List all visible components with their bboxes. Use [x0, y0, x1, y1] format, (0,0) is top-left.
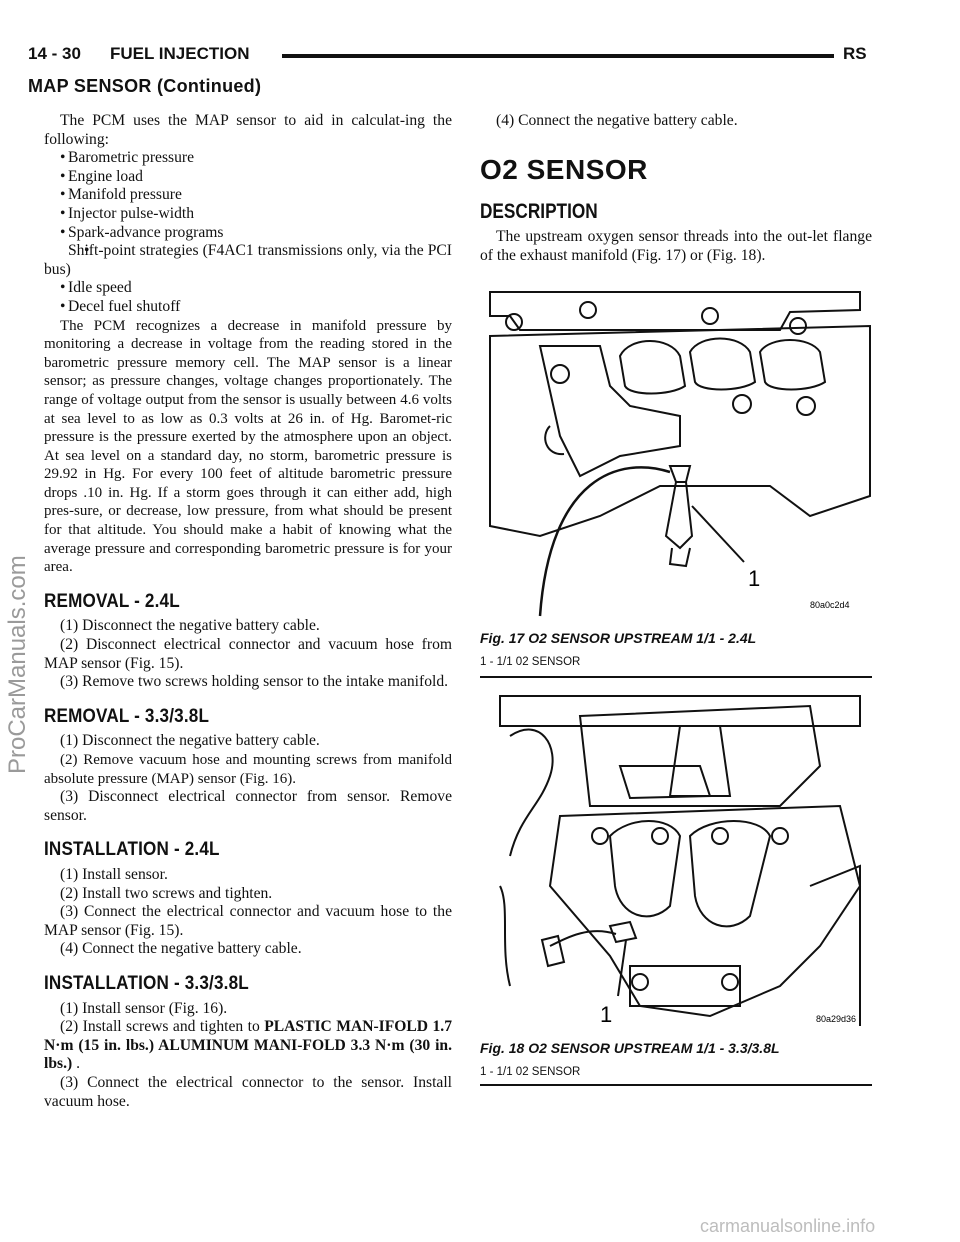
step: (3) Connect the electrical connector to the sensor. Install vacuum hose.: [44, 1073, 452, 1110]
torque-step: [44, 1018, 452, 1074]
step: (4) Connect the negative battery cable.: [496, 112, 738, 129]
bullet-item: • Barometric pressure: [44, 149, 452, 168]
bullet-item: • Idle speed: [44, 279, 452, 298]
bullet-list: [44, 149, 452, 316]
figure-17-rule: [480, 676, 872, 678]
map-paragraph: The PCM recognizes a decrease in manifold pressure by monitoring a decrease in voltage from the reading stored in the barometric pressure memory cell. The MAP sensor is a linear sensor; as pressure changes, voltage changes proportionately. The range of voltage output from the sensor is usually between 4.6 volts at sea level to as low as 0.3 volts at 26 in. of Hg. Baromet-ric pressure is the pressure exerted by the atmosphere upon an object. At sea level on a standard day, no storm, barometric pressure is 29.92 in Hg. For every 100 feet of altitude barometric pressure drops .10 in. Hg. If a storm goes through it can either add, high pres-sure, or decrease, low pressure, from what should be present for that altitude. You should make a habit of knowing what the average pressure and corresponding barometric pressure is for your area.: [44, 317, 452, 576]
step: (2) Remove vacuum hose and mounting screws from manifold absolute pressure (MAP) sensor (Fig. 16).: [44, 752, 452, 787]
description-heading: DESCRIPTION: [480, 200, 598, 223]
bullet-item: • Decel fuel shutoff: [44, 298, 452, 317]
exhaust-manifold-24-illustration: [480, 286, 872, 618]
step: (2) Install two screws and tighten.: [60, 884, 273, 902]
figure-17-callout: 1: [748, 566, 761, 591]
step: (2) Disconnect electrical connector and vacuum hose from MAP sensor (Fig. 15).: [44, 636, 452, 672]
install-33-heading: INSTALLATION - 3.3/3.8L: [44, 972, 249, 994]
bullet-item: • Engine load: [44, 168, 452, 187]
removal-24-heading: REMOVAL - 2.4L: [44, 590, 180, 612]
figure-18-caption: Fig. 18 O2 SENSOR UPSTREAM 1/1 - 3.3/3.8L: [480, 1040, 780, 1056]
section-title: FUEL INJECTION: [110, 44, 250, 63]
step: (1) Install sensor (Fig. 16).: [60, 999, 228, 1017]
step: (1) Disconnect the negative battery cable.: [60, 617, 320, 635]
exhaust-manifold-33-illustration: [480, 686, 872, 1032]
bullet-item: • Injector pulse-width: [44, 205, 452, 224]
continued-heading: MAP SENSOR (Continued): [28, 76, 262, 96]
figure-18-rule: [480, 1084, 872, 1086]
step: (3) Disconnect electrical connector from sensor. Remove sensor.: [44, 788, 452, 824]
removal-33-heading: REMOVAL - 3.3/3.8L: [44, 705, 210, 727]
bottom-watermark: carmanualsonline.info: [700, 1216, 876, 1236]
figure-17-legend: 1 - 1/1 02 SENSOR: [480, 656, 581, 668]
page-number: 14 - 30: [28, 44, 81, 63]
bullet-item: • Shift-point strategies (F4AC1 transmissions only, via the PCI bus): [44, 242, 452, 279]
header-rule: [282, 54, 834, 58]
side-watermark: ProCarManuals.com: [4, 555, 31, 774]
bullet-item: • Manifold pressure: [44, 186, 452, 205]
description-paragraph: The upstream oxygen sensor threads into the out-let flange of the exhaust manifold (Fig. 17) or (Fig. 18).: [480, 228, 872, 264]
step-text: .: [72, 1055, 80, 1073]
figure-18-code: 80a29d36: [816, 1014, 857, 1024]
right-step: [480, 112, 872, 131]
left-column: [44, 112, 452, 1111]
figure-17: [480, 286, 872, 618]
step: (1) Disconnect the negative battery cable.: [60, 732, 320, 750]
figure-17-caption: Fig. 17 O2 SENSOR UPSTREAM 1/1 - 2.4L: [480, 630, 757, 646]
step: (1) Install sensor.: [60, 865, 168, 883]
step: (3) Connect the electrical connector and vacuum hose to the MAP sensor (Fig. 15).: [44, 903, 452, 939]
step: (4) Connect the negative battery cable.: [60, 940, 302, 958]
figure-18: [480, 686, 872, 1032]
figure-17-code: 80a0c2d4: [810, 600, 850, 610]
figure-18-legend: 1 - 1/1 02 SENSOR: [480, 1066, 581, 1078]
step-text: (2) Install screws and tighten to: [60, 1018, 265, 1036]
step: (3) Remove two screws holding sensor to the intake manifold.: [60, 673, 449, 691]
o2-sensor-title: O2 SENSOR: [480, 154, 648, 185]
figure-18-callout: 1: [600, 1002, 613, 1027]
install-24-heading: INSTALLATION - 2.4L: [44, 839, 220, 861]
bullet-item: • Spark-advance programs: [44, 224, 452, 243]
description-text: [480, 228, 872, 265]
header-code: RS: [843, 44, 867, 63]
intro-paragraph: The PCM uses the MAP sensor to aid in calculat-ing the following:: [44, 112, 452, 148]
torque-spec: PLASTIC MAN-IFOLD 1.7 N·m (15 in. lbs.) ALUMINUM MANI-FOLD 3.3 N·m (30 in. lbs.): [44, 1018, 453, 1073]
